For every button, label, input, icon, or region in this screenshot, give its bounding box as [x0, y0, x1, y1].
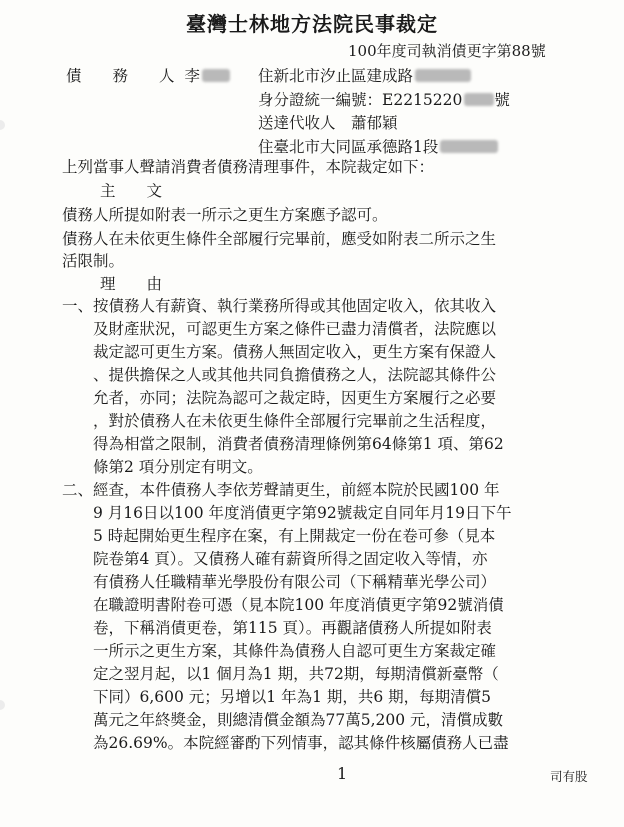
debtor-line [66, 66, 230, 86]
page-number: 1 [337, 764, 348, 783]
reason-text-line: 得為相當之限制，消費者債務清理條例第64條第1 項、第62 [62, 435, 504, 453]
id-suffix: 號 [494, 91, 510, 109]
agent-line: 送達代收人 蕭郁穎 [258, 114, 398, 132]
redaction-mark [440, 140, 498, 153]
debtor-address-line [258, 66, 471, 86]
reason-text-line: 9 月16日以100 年度消債更字第92號裁定自同年月19日下午 [62, 504, 512, 522]
redaction-mark [464, 93, 494, 106]
reason-text-line: ，對於債務人在未依更生條件全部履行完畢前之生活程度， [62, 412, 497, 430]
punch-hole [0, 120, 5, 130]
reason-text-line: 為26.69%。本院經審酌下列情事，認其條件核屬債務人已盡 [62, 734, 509, 752]
reason-text-line: 允者，亦同；法院為認可之裁定時，因更生方案履行之必要 [62, 389, 497, 407]
debtor-address: 住新北市汐止區建成路 [258, 67, 414, 85]
debtor-role: 債 務 人 [66, 67, 175, 85]
id-label: 身分證統一編號： [258, 91, 383, 109]
reason-text-line: 二、經查，本件債務人李依芳聲請更生，前經本院於民國100 年 [62, 481, 500, 499]
main-text-line: 活限制。 [62, 252, 125, 270]
reason-text-line: 條第2 項分別定有明文。 [62, 458, 263, 476]
reason-text-line: 有債務人任職精華光學股份有限公司（下稱精華光學公司） [62, 573, 497, 591]
redaction-mark [415, 69, 471, 82]
id-prefix: E2215220 [382, 91, 463, 109]
reason-heading: 理 由 [100, 275, 163, 293]
id-line [258, 90, 510, 110]
intro-sentence: 上列當事人聲請消費者債務清理事件，本院裁定如下： [62, 158, 435, 176]
reason-text-line: 一所示之更生方案，其條件為債務人自認可更生方案裁定確 [62, 642, 497, 660]
case-number: 100年度司執消債更字第88號 [348, 42, 546, 60]
redaction-mark [202, 69, 230, 82]
reason-text-line: 5 時起開始更生程序在案，有上開裁定一份在卷可參（見本 [62, 527, 496, 545]
reason-text-line: 一、按債務人有薪資、執行業務所得或其他固定收入，依其收入 [62, 297, 497, 315]
reason-text-line: 萬元之年終獎金，則總清償金額為77萬5,200 元，清償成數 [62, 711, 504, 729]
reason-text-line: 在職證明書附卷可憑（見本院100 年度消債更字第92號消債 [62, 596, 504, 614]
reason-text-line: 卷，下稱消債更卷，第115 頁）。再觀諸債務人所提如附表 [62, 619, 492, 637]
agent-address: 住臺北市大同區承德路1段 [258, 138, 439, 156]
reason-text-line: 及財產狀況，可認更生方案之條件已盡力清償者，法院應以 [62, 320, 497, 338]
main-heading: 主 文 [100, 182, 163, 200]
reason-text-line: 裁定認可更生方案。債務人無固定收入，更生方案有保證人 [62, 343, 497, 361]
reason-text-line: 定之翌月起，以1 個月為1 期，共72期，每期清償新臺幣（ [62, 665, 499, 683]
punch-hole [0, 700, 5, 710]
main-text-line: 債務人在未依更生條件全部履行完畢前，應受如附表二所示之生 [62, 230, 497, 248]
debtor-name: 李 [184, 67, 201, 85]
reason-text-line: 下同）6,600 元；另增以1 年為1 期，共6 期，每期清償5 [62, 688, 492, 706]
document-title: 臺灣士林地方法院民事裁定 [186, 12, 438, 36]
reason-text-line: 、提供擔保之人或其他共同負擔債務之人，法院認其條件公 [62, 366, 497, 384]
department-label: 司有股 [550, 769, 588, 784]
reason-text-line: 院卷第4 頁）。又債務人確有薪資所得之固定收入等情，亦 [62, 550, 488, 568]
agent-address-line [258, 137, 498, 157]
main-text-line: 債務人所提如附表一所示之更生方案應予認可。 [62, 206, 388, 224]
